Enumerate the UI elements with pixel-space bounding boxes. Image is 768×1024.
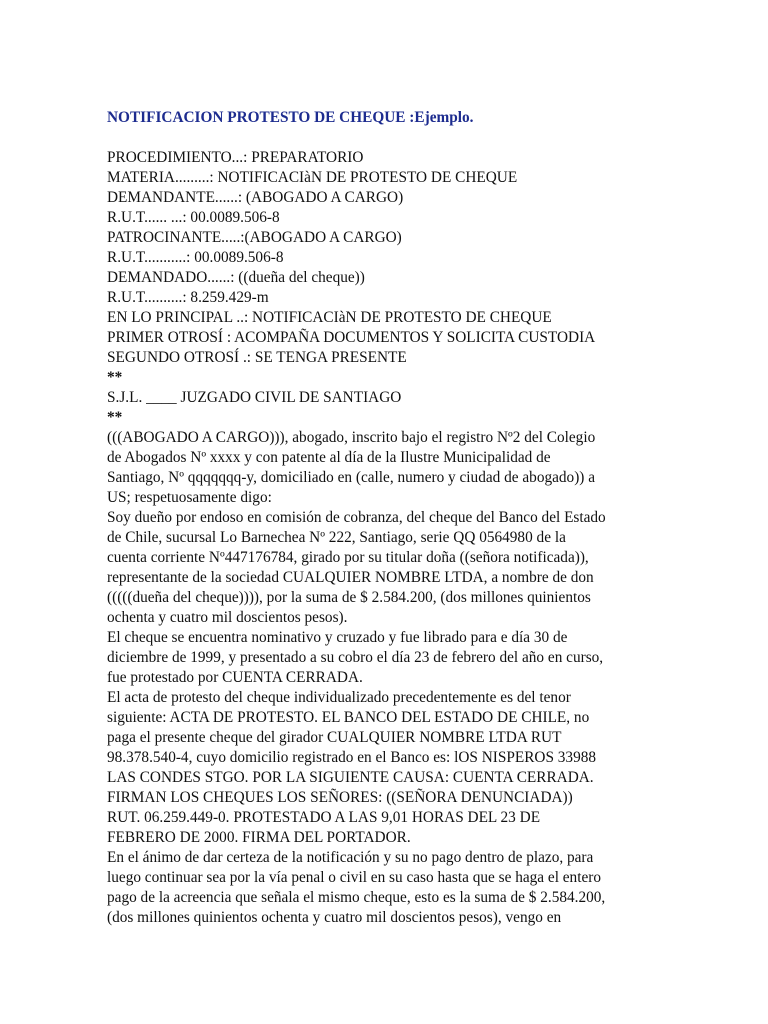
document-page [107, 108, 667, 928]
header-line-segundo-otrosi: SEGUNDO OTROSÍ .: SE TENGA PRESENTE [107, 349, 407, 366]
body-line: Santiago, Nº qqqqqqq-y, domiciliado en (calle, numero y ciudad de abogado)) a [107, 469, 596, 486]
body-line: diciembre de 1999, y presentado a su cobro el día 23 de febrero del año en curso, [107, 649, 604, 666]
header-line-procedimiento: PROCEDIMIENTO...: PREPARATORIO [107, 149, 364, 166]
body-line: luego continuar sea por la vía penal o civil en su caso hasta que se haga el entero [107, 869, 601, 886]
body-line: US; respetuosamente digo: [107, 489, 272, 506]
header-line-principal: EN LO PRINCIPAL ..: NOTIFICACIàN DE PROTESTO DE CHEQUE [107, 309, 552, 326]
header-line-patrocinante: PATROCINANTE.....:(ABOGADO A CARGO) [107, 229, 402, 246]
body-line: (dos millones quinientos ochenta y cuatro mil doscientos pesos), vengo en [107, 909, 562, 926]
header-line-rut-demandado: R.U.T..........: 8.259.429-m [107, 289, 269, 306]
separator-top: ** [107, 369, 123, 386]
header-line-materia: MATERIA.........: NOTIFICACIàN DE PROTESTO DE CHEQUE [107, 169, 518, 186]
header-line-rut-patrocinante: R.U.T...........: 00.0089.506-8 [107, 249, 284, 266]
body-line: El acta de protesto del cheque individualizado precedentemente es del tenor [107, 689, 571, 706]
case-header [107, 148, 667, 368]
body-line: pago de la acreencia que señala el mismo cheque, esto es la suma de $ 2.584.200, [107, 889, 606, 906]
body-line: (((((dueña del cheque)))), por la suma de $ 2.584.200, (dos millones quinientos [107, 589, 591, 606]
body-line: ochenta y cuatro mil doscientos pesos). [107, 609, 348, 626]
body-line: El cheque se encuentra nominativo y cruzado y fue librado para e día 30 de [107, 629, 568, 646]
body-line: FEBRERO DE 2000. FIRMA DEL PORTADOR. [107, 829, 411, 846]
body-line: de Chile, sucursal Lo Barnechea Nº 222, Santiago, serie QQ 0564980 de la [107, 529, 566, 546]
document-body [107, 428, 667, 928]
header-line-rut-demandante: R.U.T...... ...: 00.0089.506-8 [107, 209, 280, 226]
body-line: RUT. 06.259.449-0. PROTESTADO A LAS 9,01 HORAS DEL 23 DE [107, 809, 541, 826]
body-line: FIRMAN LOS CHEQUES LOS SEÑORES: ((SEÑORA DENUNCIADA)) [107, 789, 573, 806]
body-line: representante de la sociedad CUALQUIER NOMBRE LTDA, a nombre de don [107, 569, 594, 586]
body-line: 98.378.540-4, cuyo domicilio registrado en el Banco es: lOS NISPEROS 33988 [107, 749, 597, 766]
body-line: (((ABOGADO A CARGO))), abogado, inscrito bajo el registro Nº2 del Colegio [107, 429, 596, 446]
header-line-demandado: DEMANDADO......: ((dueña del cheque)) [107, 269, 365, 286]
body-line: fue protestado por CUENTA CERRADA. [107, 669, 363, 686]
header-line-primer-otrosi: PRIMER OTROSÍ : ACOMPAÑA DOCUMENTOS Y SOLICITA CUSTODIA [107, 329, 596, 346]
body-line: LAS CONDES STGO. POR LA SIGUIENTE CAUSA: CUENTA CERRADA. [107, 769, 594, 786]
separator-bottom: ** [107, 409, 123, 426]
body-line: cuenta corriente Nº447176784, girado por su titular doña ((señora notificada)), [107, 549, 589, 566]
body-line: siguiente: ACTA DE PROTESTO. EL BANCO DEL ESTADO DE CHILE, no [107, 709, 590, 726]
body-line: de Abogados Nº xxxx y con patente al día de la Ilustre Municipalidad de [107, 449, 551, 466]
body-line: En el ánimo de dar certeza de la notificación y su no pago dentro de plazo, para [107, 849, 594, 866]
document-title: NOTIFICACION PROTESTO DE CHEQUE :Ejemplo. [107, 109, 474, 126]
body-line: paga el presente cheque del girador CUALQUIER NOMBRE LTDA RUT [107, 729, 562, 746]
body-line: Soy dueño por endoso en comisión de cobranza, del cheque del Banco del Estado [107, 509, 606, 526]
court-line: S.J.L. ____ JUZGADO CIVIL DE SANTIAGO [107, 389, 402, 406]
header-line-demandante: DEMANDANTE......: (ABOGADO A CARGO) [107, 189, 404, 206]
